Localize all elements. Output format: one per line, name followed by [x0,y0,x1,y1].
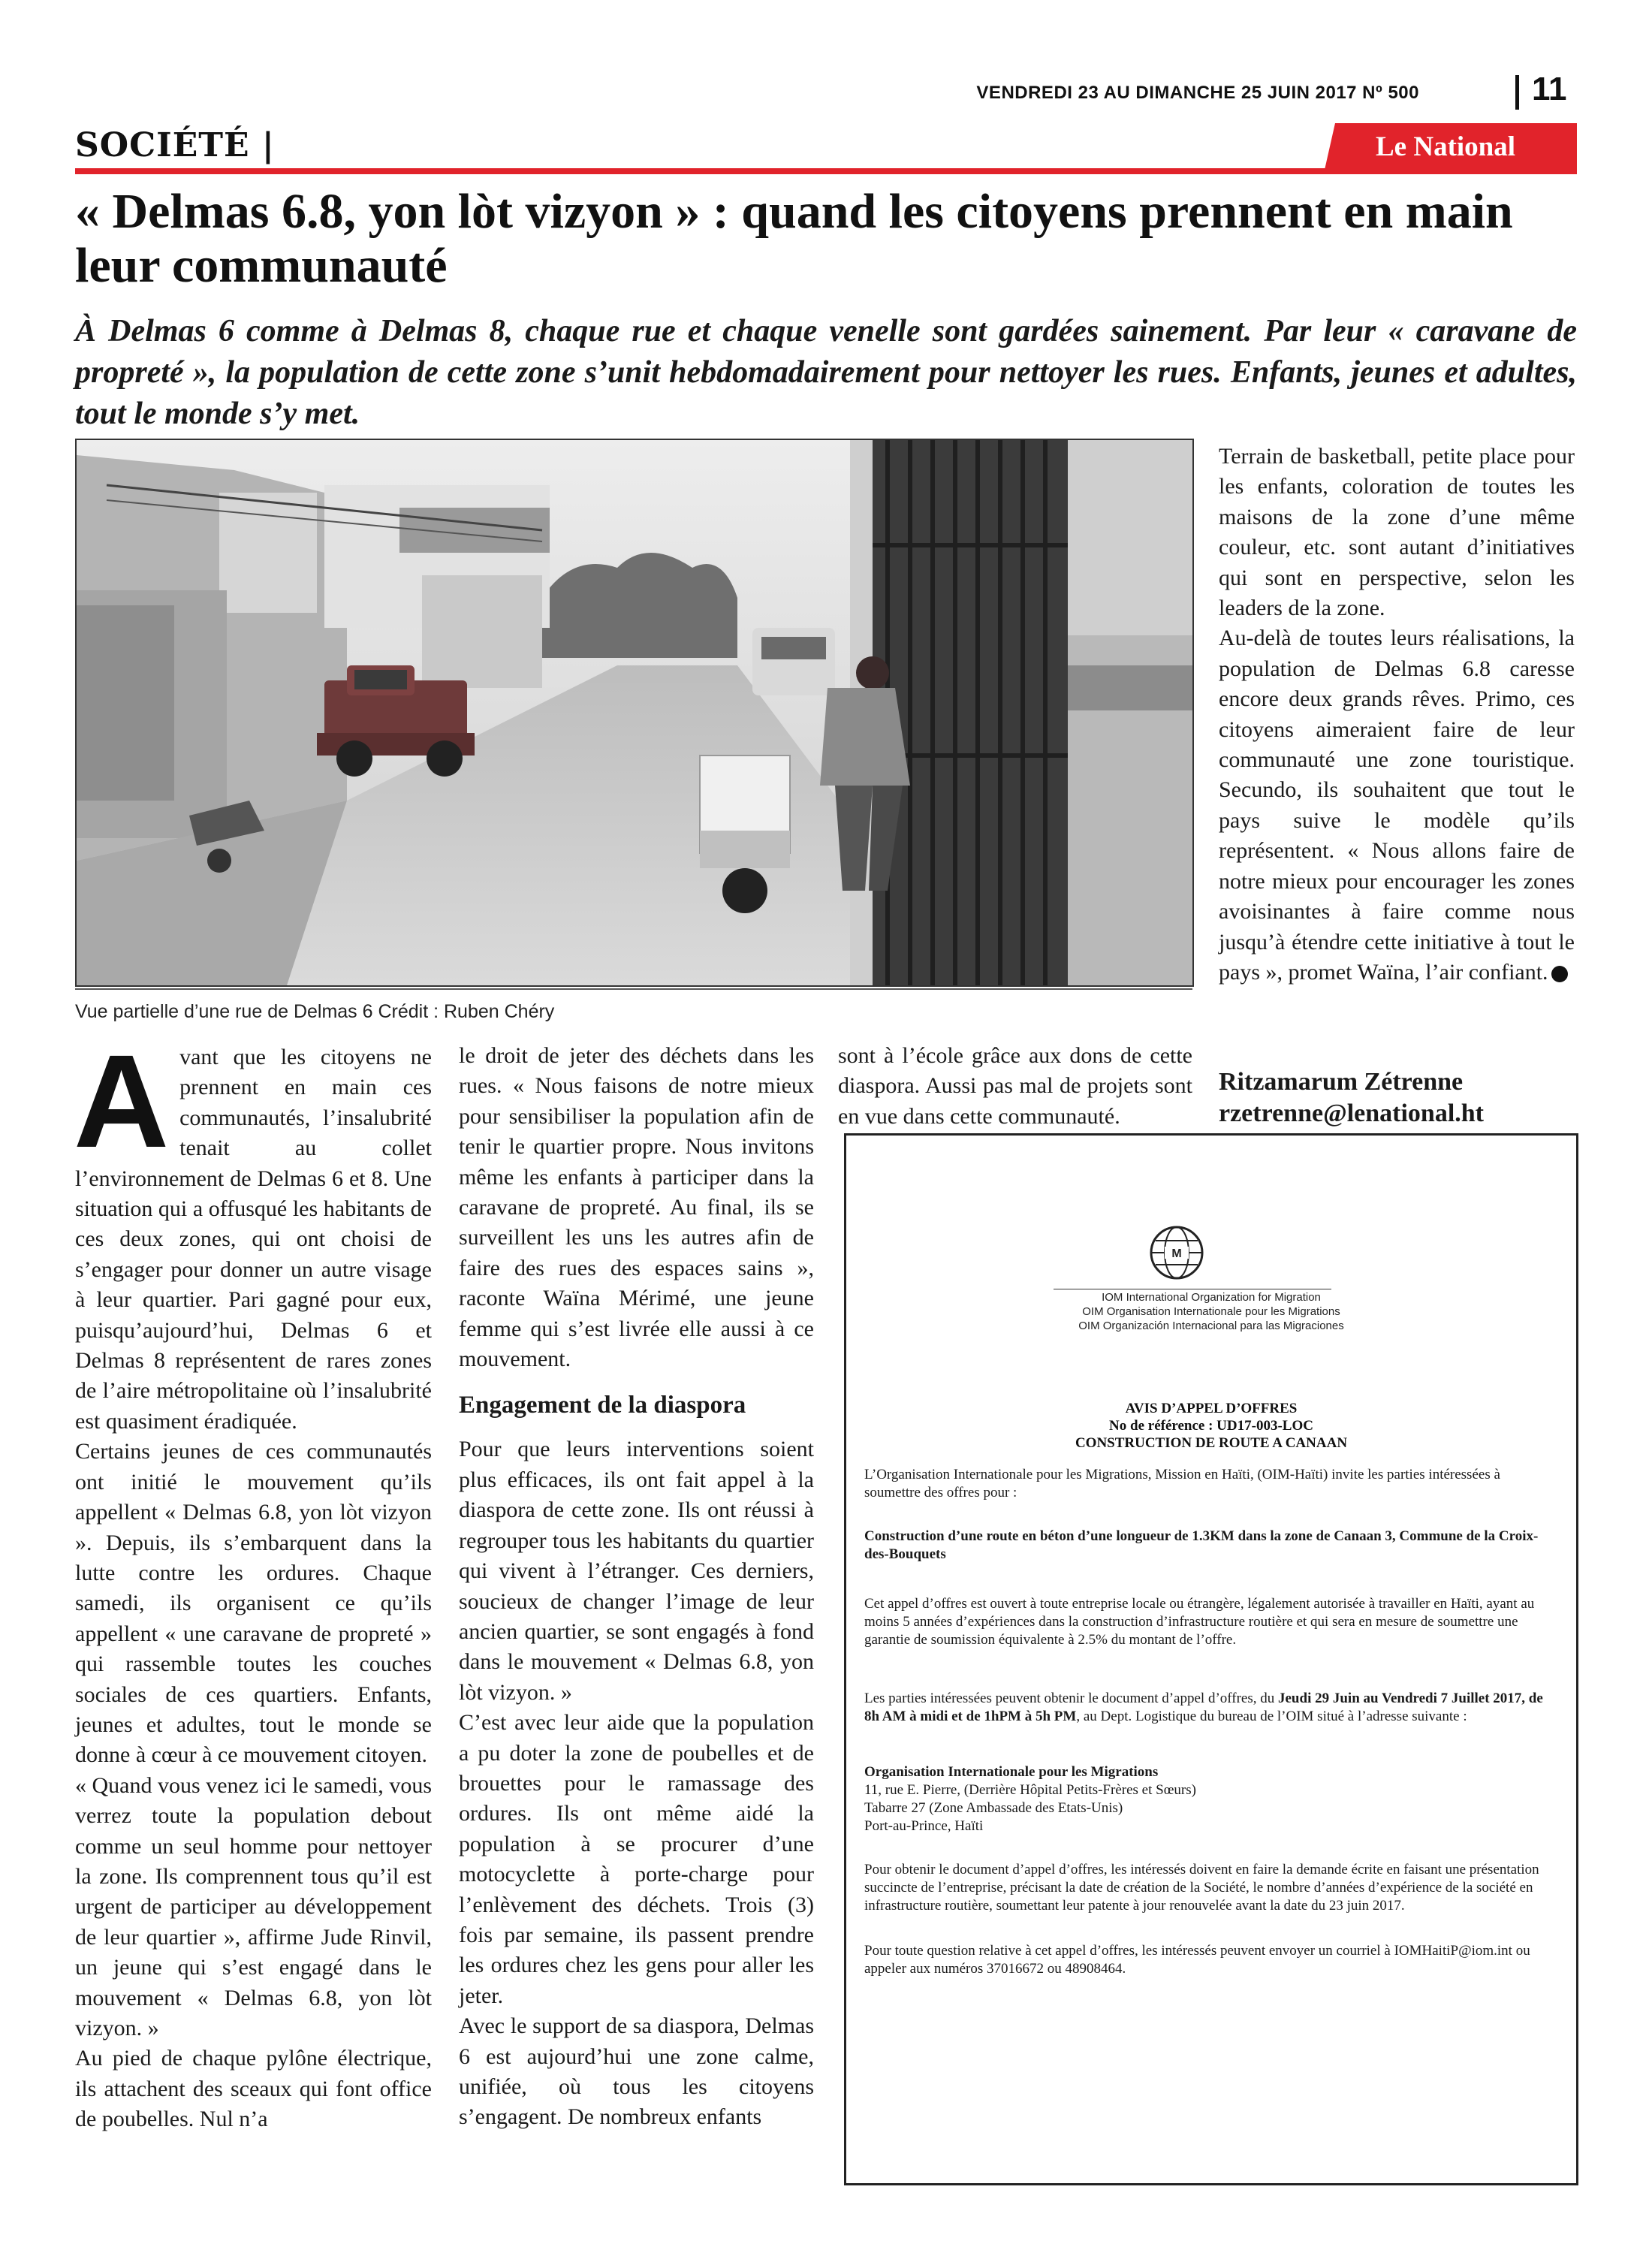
drop-cap: A [74,1028,170,1175]
article-paragraph: Pour que leurs interventions soient plus efficaces, ils ont fait appel à la diaspora de cette zone. Ils ont réussi à regrouper tous les habitants du quartier qui vivent à l’étranger. Ces derniers, soucieux de changer l’image de leur ancien quartier, se sont engagés à fond dans le mouvement « Delmas 6.8, yon lòt vizyon. » [459,1437,814,1705]
article-column-4 [1219,442,1575,988]
lede: À Delmas 6 comme à Delmas 8, chaque rue et chaque venelle sont gardées sainement. Par leur « caravane de propreté », la population de cette zone s’unit hebdomadairement pour nettoyer les rues. Enfants, jeunes et adultes, tout le monde s’y met. [75,314,1577,431]
article-paragraph: « Quand vous venez ici le samedi, vous verrez toute la population debout comme un seul homme pour nettoyer la zone. Ils comprennent tous qu’il est urgent de participer au développement de leur quartier », affirme Jude Rinvil, un jeune qui s’est engagé dans le mouvement « Delmas 6.8, yon lòt vizyon. » [75,1772,432,2040]
article-column-1 [74,1028,432,2135]
article-paragraph: Terrain de basketball, petite place pour les enfants, coloration de toutes les maisons de la zone d’une même couleur, etc. sont autant d’initiatives qui sont en perspective, selon les leaders de la zone. [1219,444,1575,621]
article-paragraph: Au pied de chaque pylône électrique, ils attachent des sceaux qui font office de poubelles. Nul n’a [75,2046,432,2132]
article-paragraph: sont à l’école grâce aux dons de cette diaspora. Aussi pas mal de projets sont en vue dans cette communauté. [838,1043,1192,1129]
article-paragraph: Au-delà de toutes leurs réalisations, la population de Delmas 6.8 caresse encore deux grands rêves. Primo, ces citoyens aimeraient faire de leur communauté une zone touristique. Secundo, ils souhaitent que tout le pays suive le modèle qu’ils représentent. « Nous allons faire de notre mieux pour encourager les zones avoisinantes à faire comme nous jusqu’à étendre cette initiative à tout le pays », promet Waïna, l’air confiant. [1219,626,1575,985]
brand-name: Le National [1376,131,1516,162]
article-paragraph: C’est avec leur aide que la population a pu doter la zone de poubelles et de brouettes pour le ramassage des ordures. Ils ont même aidé la population à se procurer d’une motocyclette à porte-charge pour l’enlèvement des déchets. Trois (3) fois par semaine, ils passent prendre les ordures chez les gens pour aller les jeter. [459,1710,814,2008]
contact-email-link[interactable]: IOMHaitiP@iom.int [1394,1943,1512,1959]
organization-names: IOM International Organization for Migration OIM Organisation Internationale pour les Migrations OIM Organización Internacional para las Migraciones [1078,1291,1344,1332]
ad-paragraph: Construction d’une route en béton d’une longueur de 1.3KM dans la zone de Canaan 3, Commune de la Croix-des-Bouquets [864,1528,1539,1562]
photo-rule [75,988,1192,990]
end-mark-icon [1551,966,1568,982]
svg-text:M: M [1171,1247,1182,1260]
section-rule [75,168,1577,174]
tender-notice-ad [844,1133,1578,2185]
ad-paragraph: Cet appel d’offres est ouvert à toute entreprise locale ou étrangère, légalement autorisée à travailler en Haïti, ayant au moins 5 années d’expériences dans la construction d’infrastructure routière et qui sera en mesure de soumettre une garantie de soumission équivalente à 2.5% du montant de l’offre. [864,1596,1535,1648]
photo-caption: Vue partielle d’une rue de Delmas 6 Crédit : Ruben Chéry [75,1001,555,1022]
iom-logo-icon [1148,1224,1205,1281]
ad-paragraph: Les parties intéressées peuvent obtenir le document d’appel d’offres, du Jeudi 29 Juin au Vendredi 7 Juillet 2017, de 8h AM à midi et de 1hPM à 5h PM, au Dept. Logistique du bureau de l’OIM situé à l’adresse suivante : [864,1691,1543,1724]
tender-title: AVIS D’APPEL D’OFFRES No de référence : UD17-003-LOC CONSTRUCTION DE ROUTE A CANAAN [1075,1401,1348,1451]
section-label: SOCIÉTÉ | [75,126,275,164]
dateline: VENDREDI 23 AU DIMANCHE 25 JUIN 2017 Nº 500 [976,83,1419,103]
article-column-3 [838,1041,1192,1132]
article-paragraph: le droit de jeter des déchets dans les rues. « Nous faisons de notre mieux pour sensibiliser la population afin de tenir le quartier propre. Nous invitons même les enfants à participer dans la caravane de propreté. Au final, ils se surveillent les uns les autres afin de faire des rues des espaces sains », raconte Waïna Mérimé, une jeune femme qui s’est livrée elle aussi à ce mouvement. [459,1043,814,1372]
headline: « Delmas 6.8, yon lòt vizyon » : quand les citoyens prennent en main leur communauté [75,184,1513,293]
ad-paragraph: Pour obtenir le document d’appel d’offres, les intéressés doivent en faire la demande écrite en faisant une présentation succincte de l’entreprise, précisant la date de création de la Société, le nombre d’années d’expérience de la société en infrastructure routière, soumettant leur patente à jour renouvelée avant la date du 23 juin 2017. [864,1862,1539,1914]
ad-paragraph: L’Organisation Internationale pour les Migrations, Mission en Haïti, (OIM-Haïti) invite les parties intéressées à soumettre des offres pour : [864,1467,1500,1500]
page-number: 11 [1532,71,1567,107]
ad-address: Organisation Internationale pour les Migrations 11, rue E. Pierre, (Derrière Hôpital Petits-Frères et Sœurs) Tabarre 27 (Zone Ambassade des Etats-Unis) Port-au-Prince, Haïti [864,1764,1196,1834]
author-name: Ritzamarum Zétrenne [1219,1068,1464,1096]
ad-paragraph: Pour toute question relative à cet appel d’offres, les intéressés peuvent envoyer un courriel à IOMHaitiP@iom.int ou appeler aux numéros 37016672 ou 48908464. [864,1943,1530,1977]
article-column-2 [459,1041,814,2133]
street-photo [75,439,1194,987]
article-paragraph: Certains jeunes de ces communautés ont initié le mouvement qu’ils appellent « Delmas 6.8, yon lòt vizyon ». Depuis, ils s’embarquent dans la lutte contre les ordures. Chaque samedi, ils organisent ce qu’ils appellent « une caravane de propreté » qui rassemble toutes les couches sociales de ces quartiers. Enfants, jeunes et adultes, tout le monde se donne à cœur à ce mouvement citoyen. [75,1439,432,1768]
header-divider [1515,75,1519,110]
author-signoff [1219,1066,1575,1130]
author-email[interactable]: rzetrenne@lenational.ht [1219,1099,1484,1127]
article-paragraph: Avec le support de sa diaspora, Delmas 6 est aujourd’hui une zone calme, unifiée, où tous les citoyens s’engagent. De nombreux enfants [459,2013,814,2130]
article-subhead: Engagement de la diaspora [459,1392,746,1419]
article-paragraph: Avant que les citoyens ne prennent en main ces communautés, l’insalubrité tenait au collet l’environnement de Delmas 6 et 8. Une situation qui a offusqué les habitants de ces deux zones, qui ont choisi de s’engager pour donner un autre visage à leur quartier. Pari gagné pour eux, puisqu’aujourd’hui, Delmas 6 et Delmas 8 représentent de rares zones de l’aire métropolitaine où l’insalubrité est quasiment éradiquée. [74,1028,432,1434]
